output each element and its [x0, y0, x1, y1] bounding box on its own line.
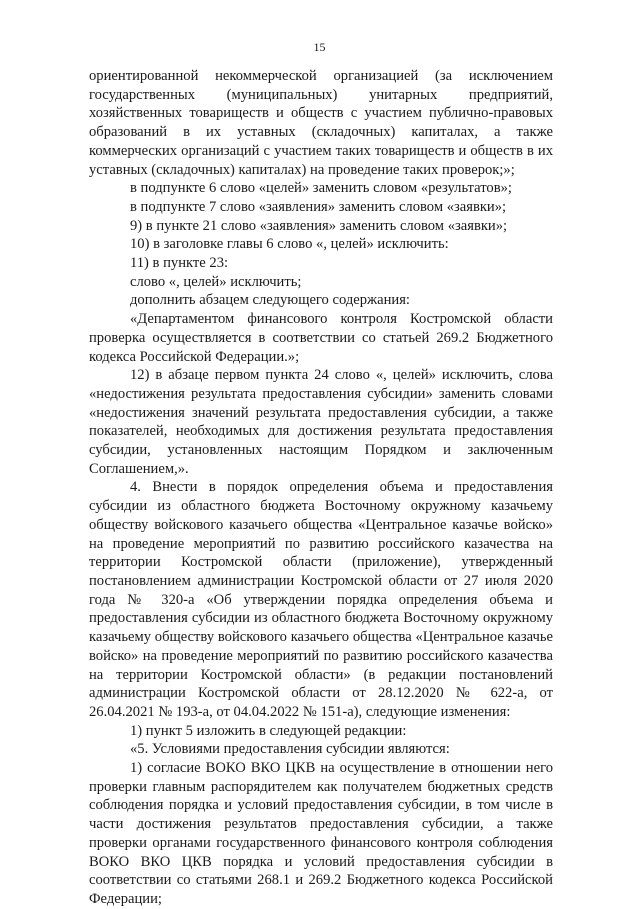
paragraph: 9) в пункте 21 слово «заявления» заменить словом «заявки»;: [130, 217, 508, 234]
page-number: 15: [313, 40, 326, 54]
paragraph: 12) в абзаце первом пункта 24 слово «, целей» исключить, слова «недостижения результата предоставления субсидии» заменить словами «недостижения значений результата предоставления субсидии, а также показателей, необходимых для достижения результата предоставления субсидии, установленных настоящим Порядком и заключенным Соглашением,».: [89, 367, 553, 477]
paragraph: слово «, целей» исключить;: [130, 273, 302, 290]
paragraph: 1) пункт 5 изложить в следующей редакции:: [130, 722, 407, 739]
paragraph: ориентированной некоммерческой организацией (за исключением государственных (муниципальных) унитарных предприятий, хозяйственных товариществ и обществ с участием публично-правовых образований в их уставных (складочных) капиталах, а также коммерческих организаций с участием таких товариществ и обществ в их уставных (складочных) капиталах) на проведение таких проверок;»;: [89, 68, 553, 178]
paragraph: 10) в заголовке главы 6 слово «, целей» исключить:: [130, 236, 449, 253]
paragraph: «Департаментом финансового контроля Костромской области проверка осуществляется в соответствии со статьей 269.2 Бюджетного кодекса Российской Федерации.»;: [89, 311, 553, 365]
paragraph: 1) согласие ВОКО ВКО ЦКВ на осуществление в отношении него проверки главным распорядителем как получателем бюджетных средств соблюдения порядка и условий предоставления субсидии, в том числе в части достижения результатов предоставления субсидии, а также проверки органами государственного финансового контроля соблюдения ВОКО ВКО ЦКВ порядка и условий предоставления субсидии в соответствии со статьями 268.1 и 269.2 Бюджетного кодекса Российской Федерации;: [89, 760, 553, 907]
document-body: [89, 67, 553, 909]
paragraph: в подпункте 7 слово «заявления» заменить словом «заявки»;: [130, 198, 507, 215]
paragraph: 4. Внести в порядок определения объема и предоставления субсидии из областного бюджета Восточному окружному казачьему обществу войскового казачьего общества «Центральное казачье войско» на проведение мероприятий по развитию российского казачества на территории Костромской области (приложение), утвержденный постановлением администрации Костромской области от 27 июля 2020 года № 320-а «Об утверждении порядка определения объема и предоставления субсидии из областного бюджета Восточному окружному казачьему обществу войскового казачьего общества «Центральное казачье войско» на проведение мероприятий по развитию российского казачества на территории Костромской области» (в редакции постановлений администрации Костромской области от 28.12.2020 № 622-а, от 26.04.2021 № 193-а, от 04.04.2022 № 151-а), следующие изменения:: [89, 479, 553, 720]
paragraph: дополнить абзацем следующего содержания:: [130, 292, 410, 309]
paragraph: в подпункте 6 слово «целей» заменить словом «результатов»;: [130, 180, 512, 197]
paragraph: 11) в пункте 23:: [130, 255, 229, 272]
paragraph: «5. Условиями предоставления субсидии являются:: [130, 741, 450, 758]
